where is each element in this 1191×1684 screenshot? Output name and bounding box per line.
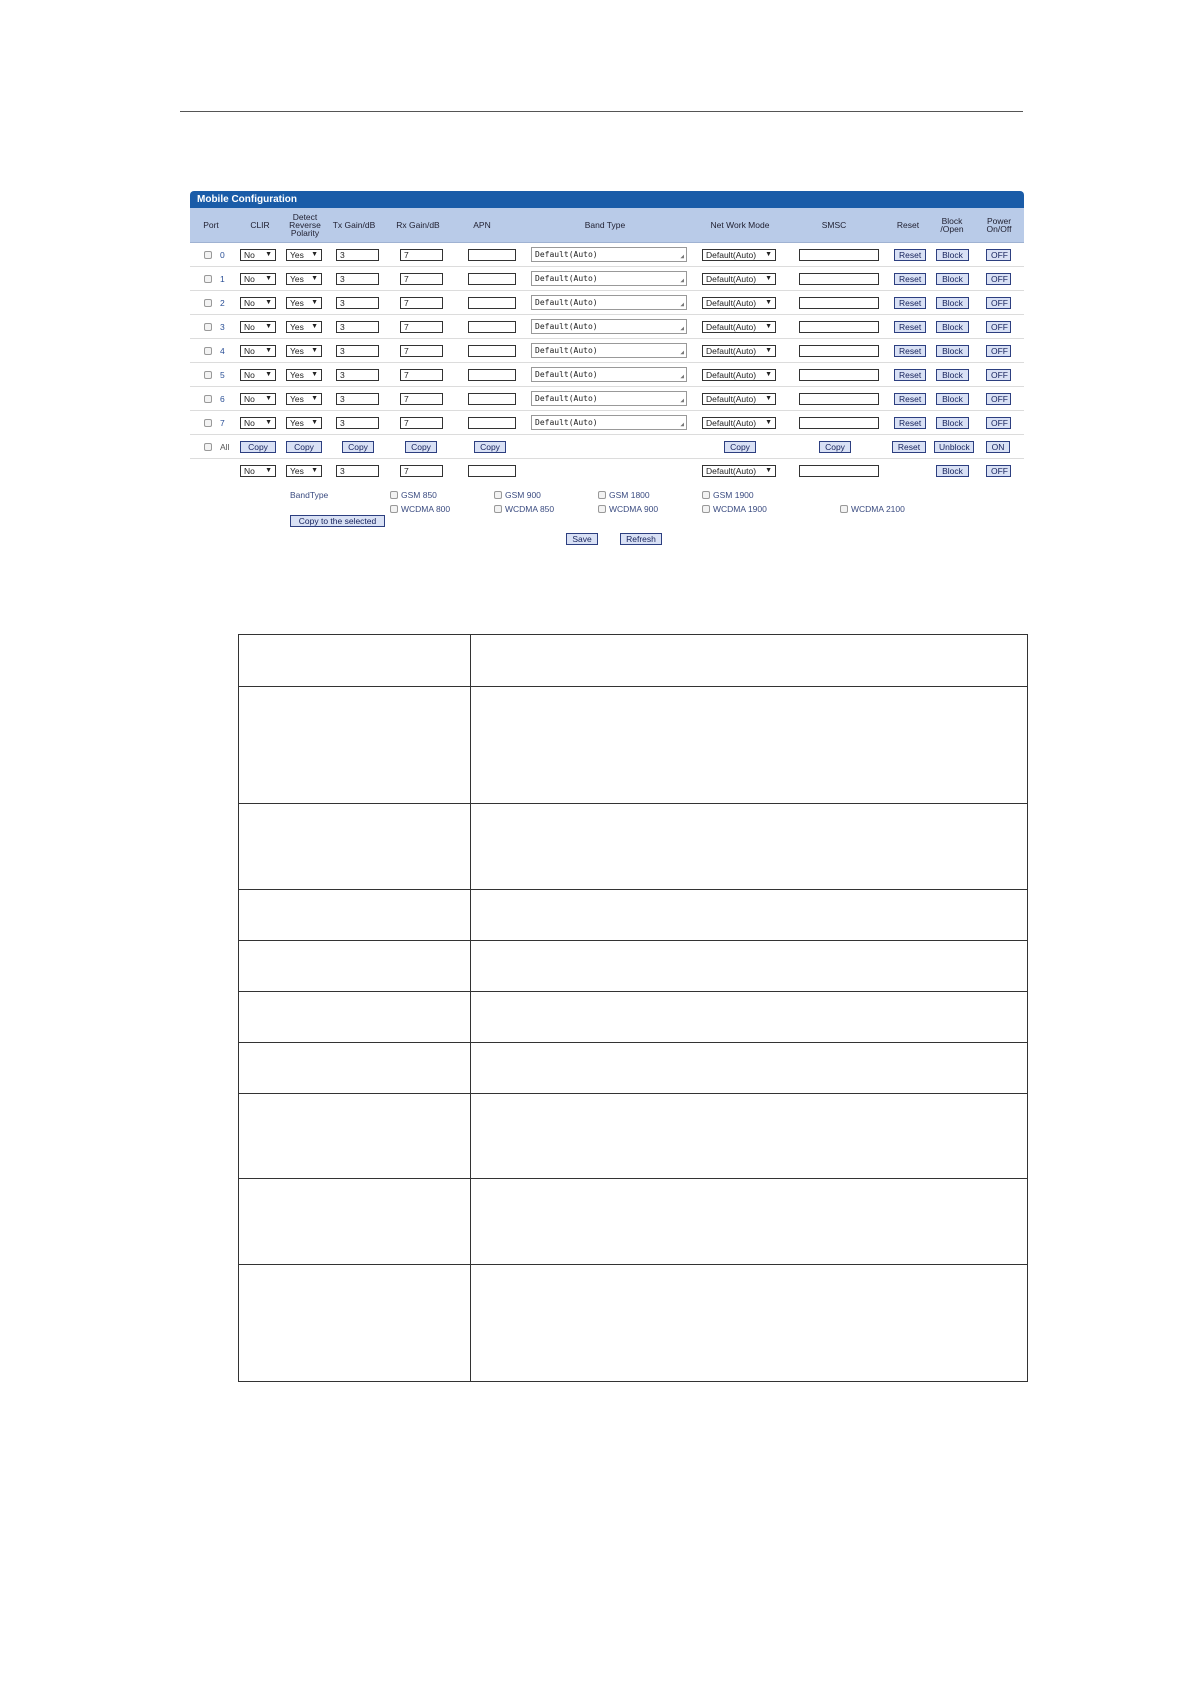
detect-reverse-polarity-select[interactable]: Yes ▼ [286,249,322,261]
power-off-button[interactable]: OFF [986,297,1011,309]
band-option[interactable] [598,490,650,500]
chevron-down-icon: ▼ [311,370,318,378]
copy-clir-button[interactable]: Copy [240,441,276,453]
apn-input[interactable] [468,249,516,261]
table-row [190,291,1024,315]
band-option-checkbox[interactable] [390,505,398,513]
network-mode-select[interactable]: Default(Auto) ▼ [702,393,776,405]
template-detect-select[interactable]: Yes ▼ [286,465,322,477]
header-reset: Reset [896,220,920,230]
band-option[interactable] [494,504,554,514]
band-option[interactable] [702,504,767,514]
network-mode-select[interactable]: Default(Auto) ▼ [702,345,776,357]
power-off-button[interactable]: OFF [986,249,1011,261]
copy-tx-gain-button[interactable]: Copy [342,441,374,453]
rx-gain-input[interactable]: 7 [400,297,443,309]
band-option-label: WCDMA 2100 [851,504,905,514]
band-option-label: GSM 900 [505,490,541,500]
resize-grip-icon[interactable]: ◢ [680,277,684,284]
table-row [239,1265,1028,1382]
port-checkbox[interactable] [204,251,212,259]
header-network-mode: Net Work Mode [710,220,770,230]
detect-reverse-polarity-select[interactable]: Yes ▼ [286,321,322,333]
rx-gain-input[interactable]: 7 [400,273,443,285]
reset-button[interactable]: Reset [894,321,926,333]
refresh-button[interactable]: Refresh [620,533,662,545]
header-port: Port [203,220,219,230]
reset-button[interactable]: Reset [894,249,926,261]
parameter-description-table [238,634,1028,1382]
band-type-field[interactable]: Default(Auto) ◢ [531,415,687,430]
template-tx-gain-input[interactable]: 3 [336,465,379,477]
power-off-button[interactable]: OFF [986,369,1011,381]
table-row [239,635,1028,687]
chevron-down-icon: ▼ [265,370,272,378]
smsc-input[interactable] [799,297,879,309]
chevron-down-icon: ▼ [765,274,772,282]
table-row [190,363,1024,387]
port-number: 5 [220,369,225,380]
header-detect-reverse-polarity: Detect Reverse Polarity [289,212,321,238]
clir-select[interactable]: No ▼ [240,273,276,285]
copy-rx-gain-button[interactable]: Copy [405,441,437,453]
chevron-down-icon: ▼ [765,394,772,402]
chevron-down-icon: ▼ [265,346,272,354]
detect-reverse-polarity-select[interactable]: Yes ▼ [286,393,322,405]
reset-button[interactable]: Reset [894,273,926,285]
chevron-down-icon: ▼ [265,274,272,282]
port-number: 4 [220,345,225,356]
copy-network-mode-button[interactable]: Copy [724,441,756,453]
band-type-field[interactable]: Default(Auto) ◢ [531,295,687,310]
tx-gain-input[interactable]: 3 [336,297,379,309]
table-row [239,1043,1028,1094]
network-mode-select[interactable]: Default(Auto) ▼ [702,321,776,333]
table-row [239,941,1028,992]
tx-gain-input[interactable]: 3 [336,249,379,261]
template-rx-gain-input[interactable]: 7 [400,465,443,477]
band-option-checkbox[interactable] [702,491,710,499]
table-row [190,387,1024,411]
chevron-down-icon: ▼ [311,346,318,354]
table-row [239,890,1028,941]
band-type-label: BandType [290,490,329,500]
smsc-input[interactable] [799,393,879,405]
band-option[interactable] [494,490,541,500]
table-header [190,208,1024,243]
band-option-checkbox[interactable] [598,505,606,513]
resize-grip-icon[interactable]: ◢ [680,253,684,260]
apn-input[interactable] [468,321,516,333]
block-button[interactable]: Block [936,369,969,381]
detect-reverse-polarity-select[interactable]: Yes ▼ [286,273,322,285]
power-off-button[interactable]: OFF [986,393,1011,405]
network-mode-select[interactable]: Default(Auto) ▼ [702,369,776,381]
panel-title: Mobile Configuration [190,191,1024,208]
chevron-down-icon: ▼ [765,322,772,330]
smsc-input[interactable] [799,345,879,357]
band-option-checkbox[interactable] [494,505,502,513]
chevron-down-icon: ▼ [265,466,272,474]
chevron-down-icon: ▼ [311,394,318,402]
chevron-down-icon: ▼ [311,466,318,474]
reset-button[interactable]: Reset [894,393,926,405]
block-button[interactable]: Block [936,417,969,429]
band-option[interactable] [390,490,437,500]
band-option-label: WCDMA 1900 [713,504,767,514]
header-rx-gain: Rx Gain/dB [396,220,440,230]
band-option-checkbox[interactable] [390,491,398,499]
band-type-field[interactable]: Default(Auto) ◢ [531,391,687,406]
template-row [190,459,1024,482]
chevron-down-icon: ▼ [265,394,272,402]
chevron-down-icon: ▼ [765,418,772,426]
chevron-down-icon: ▼ [265,322,272,330]
block-button[interactable]: Block [936,273,969,285]
tx-gain-input[interactable]: 3 [336,345,379,357]
tx-gain-input[interactable]: 3 [336,369,379,381]
rx-gain-input[interactable]: 7 [400,393,443,405]
chevron-down-icon: ▼ [265,418,272,426]
rx-gain-input[interactable]: 7 [400,321,443,333]
power-off-button[interactable]: OFF [986,321,1011,333]
band-option[interactable] [702,490,754,500]
port-checkbox[interactable] [204,323,212,331]
band-type-field[interactable]: Default(Auto) ◢ [531,343,687,358]
band-type-field[interactable]: Default(Auto) ◢ [531,319,687,334]
select-all-checkbox[interactable] [204,443,212,451]
table-row [239,804,1028,890]
band-option-checkbox[interactable] [494,491,502,499]
block-button[interactable]: Block [936,393,969,405]
resize-grip-icon[interactable]: ◢ [680,301,684,308]
port-number: 3 [220,321,225,332]
template-smsc-input[interactable] [799,465,879,477]
table-row [190,267,1024,291]
port-number: 0 [220,249,225,260]
band-option-label: WCDMA 850 [505,504,555,514]
chevron-down-icon: ▼ [765,346,772,354]
band-option-label: WCDMA 800 [401,504,451,514]
port-number: 1 [220,273,225,284]
block-button[interactable]: Block [936,297,969,309]
chevron-down-icon: ▼ [765,250,772,258]
resize-grip-icon[interactable]: ◢ [680,325,684,332]
port-checkbox[interactable] [204,299,212,307]
template-power-button[interactable]: OFF [986,465,1011,477]
network-mode-select[interactable]: Default(Auto) ▼ [702,249,776,261]
table-row [190,411,1024,435]
band-option[interactable] [390,504,450,514]
page-top-rule [180,111,1023,112]
table-row [239,1094,1028,1179]
copy-apn-button[interactable]: Copy [474,441,506,453]
port-checkbox[interactable] [204,275,212,283]
header-power-on-off: Power On/Off [986,216,1012,234]
table-row [190,243,1024,267]
reset-button[interactable]: Reset [894,417,926,429]
detect-reverse-polarity-select[interactable]: Yes ▼ [286,297,322,309]
band-option-label: GSM 850 [401,490,437,500]
header-smsc: SMSC [821,220,847,230]
header-block-open: Block /Open [940,216,964,234]
tx-gain-input[interactable]: 3 [336,393,379,405]
band-option[interactable] [598,504,658,514]
clir-select[interactable]: No ▼ [240,297,276,309]
apn-input[interactable] [468,369,516,381]
all-label: All [220,441,230,452]
block-button[interactable]: Block [936,321,969,333]
chevron-down-icon: ▼ [265,298,272,306]
resize-grip-icon[interactable]: ◢ [680,349,684,356]
reset-all-button[interactable]: Reset [892,441,926,453]
rx-gain-input[interactable]: 7 [400,417,443,429]
chevron-down-icon: ▼ [765,466,772,474]
rx-gain-input[interactable]: 7 [400,369,443,381]
power-off-button[interactable]: OFF [986,417,1011,429]
band-option-label: WCDMA 900 [609,504,659,514]
clir-select[interactable]: No ▼ [240,417,276,429]
header-clir: CLIR [250,220,270,230]
template-clir-select[interactable]: No ▼ [240,465,276,477]
chevron-down-icon: ▼ [311,250,318,258]
band-option-checkbox[interactable] [598,491,606,499]
mobile-configuration-panel [190,191,1024,552]
port-number: 7 [220,417,225,428]
chevron-down-icon: ▼ [265,250,272,258]
smsc-input[interactable] [799,417,879,429]
network-mode-select[interactable]: Default(Auto) ▼ [702,417,776,429]
band-type-field[interactable]: Default(Auto) ◢ [531,367,687,382]
clir-select[interactable]: No ▼ [240,369,276,381]
detect-reverse-polarity-select[interactable]: Yes ▼ [286,369,322,381]
all-ports-row [190,435,1024,459]
smsc-input[interactable] [799,369,879,381]
resize-grip-icon[interactable]: ◢ [680,397,684,404]
clir-select[interactable]: No ▼ [240,345,276,357]
band-type-field[interactable]: Default(Auto) ◢ [531,271,687,286]
port-checkbox[interactable] [204,419,212,427]
chevron-down-icon: ▼ [311,274,318,282]
reset-button[interactable]: Reset [894,369,926,381]
apn-input[interactable] [468,345,516,357]
header-tx-gain: Tx Gain/dB [332,220,376,230]
power-on-all-button[interactable]: ON [986,441,1010,453]
apn-input[interactable] [468,393,516,405]
tx-gain-input[interactable]: 3 [336,321,379,333]
save-button[interactable]: Save [566,533,598,545]
chevron-down-icon: ▼ [311,322,318,330]
unblock-all-button[interactable]: Unblock [934,441,974,453]
chevron-down-icon: ▼ [765,298,772,306]
detect-reverse-polarity-select[interactable]: Yes ▼ [286,417,322,429]
port-config-table [190,208,1024,482]
clir-select[interactable]: No ▼ [240,321,276,333]
copy-detect-button[interactable]: Copy [286,441,322,453]
rx-gain-input[interactable]: 7 [400,345,443,357]
copy-to-selected-button[interactable]: Copy to the selected [290,515,385,527]
chevron-down-icon: ▼ [765,370,772,378]
band-option-checkbox[interactable] [702,505,710,513]
smsc-input[interactable] [799,321,879,333]
table-row [190,315,1024,339]
template-apn-input[interactable] [468,465,516,477]
chevron-down-icon: ▼ [311,298,318,306]
resize-grip-icon[interactable]: ◢ [680,421,684,428]
detect-reverse-polarity-select[interactable]: Yes ▼ [286,345,322,357]
table-row [190,339,1024,363]
power-off-button[interactable]: OFF [986,273,1011,285]
network-mode-select[interactable]: Default(Auto) ▼ [702,273,776,285]
block-button[interactable]: Block [936,249,969,261]
rx-gain-input[interactable]: 7 [400,249,443,261]
template-network-mode-select[interactable]: Default(Auto) ▼ [702,465,776,477]
table-row [239,1179,1028,1265]
tx-gain-input[interactable]: 3 [336,417,379,429]
band-type-field[interactable]: Default(Auto) ◢ [531,247,687,262]
resize-grip-icon[interactable]: ◢ [680,373,684,380]
band-type-section [190,482,1024,552]
apn-input[interactable] [468,273,516,285]
port-number: 2 [220,297,225,308]
clir-select[interactable]: No ▼ [240,249,276,261]
network-mode-select[interactable]: Default(Auto) ▼ [702,297,776,309]
clir-select[interactable]: No ▼ [240,393,276,405]
table-row [239,992,1028,1043]
port-checkbox[interactable] [204,395,212,403]
chevron-down-icon: ▼ [311,418,318,426]
apn-input[interactable] [468,417,516,429]
band-option[interactable] [840,504,905,514]
smsc-input[interactable] [799,249,879,261]
port-checkbox[interactable] [204,347,212,355]
header-apn: APN [473,220,491,230]
template-block-button[interactable]: Block [936,465,969,477]
reset-button[interactable]: Reset [894,297,926,309]
band-option-checkbox[interactable] [840,505,848,513]
band-option-label: GSM 1900 [713,490,754,500]
port-number: 6 [220,393,225,404]
power-off-button[interactable]: OFF [986,345,1011,357]
header-band-type: Band Type [584,220,626,230]
reset-button[interactable]: Reset [894,345,926,357]
apn-input[interactable] [468,297,516,309]
copy-smsc-button[interactable]: Copy [819,441,851,453]
band-option-label: GSM 1800 [609,490,650,500]
block-button[interactable]: Block [936,345,969,357]
smsc-input[interactable] [799,273,879,285]
tx-gain-input[interactable]: 3 [336,273,379,285]
table-row [239,687,1028,804]
port-checkbox[interactable] [204,371,212,379]
